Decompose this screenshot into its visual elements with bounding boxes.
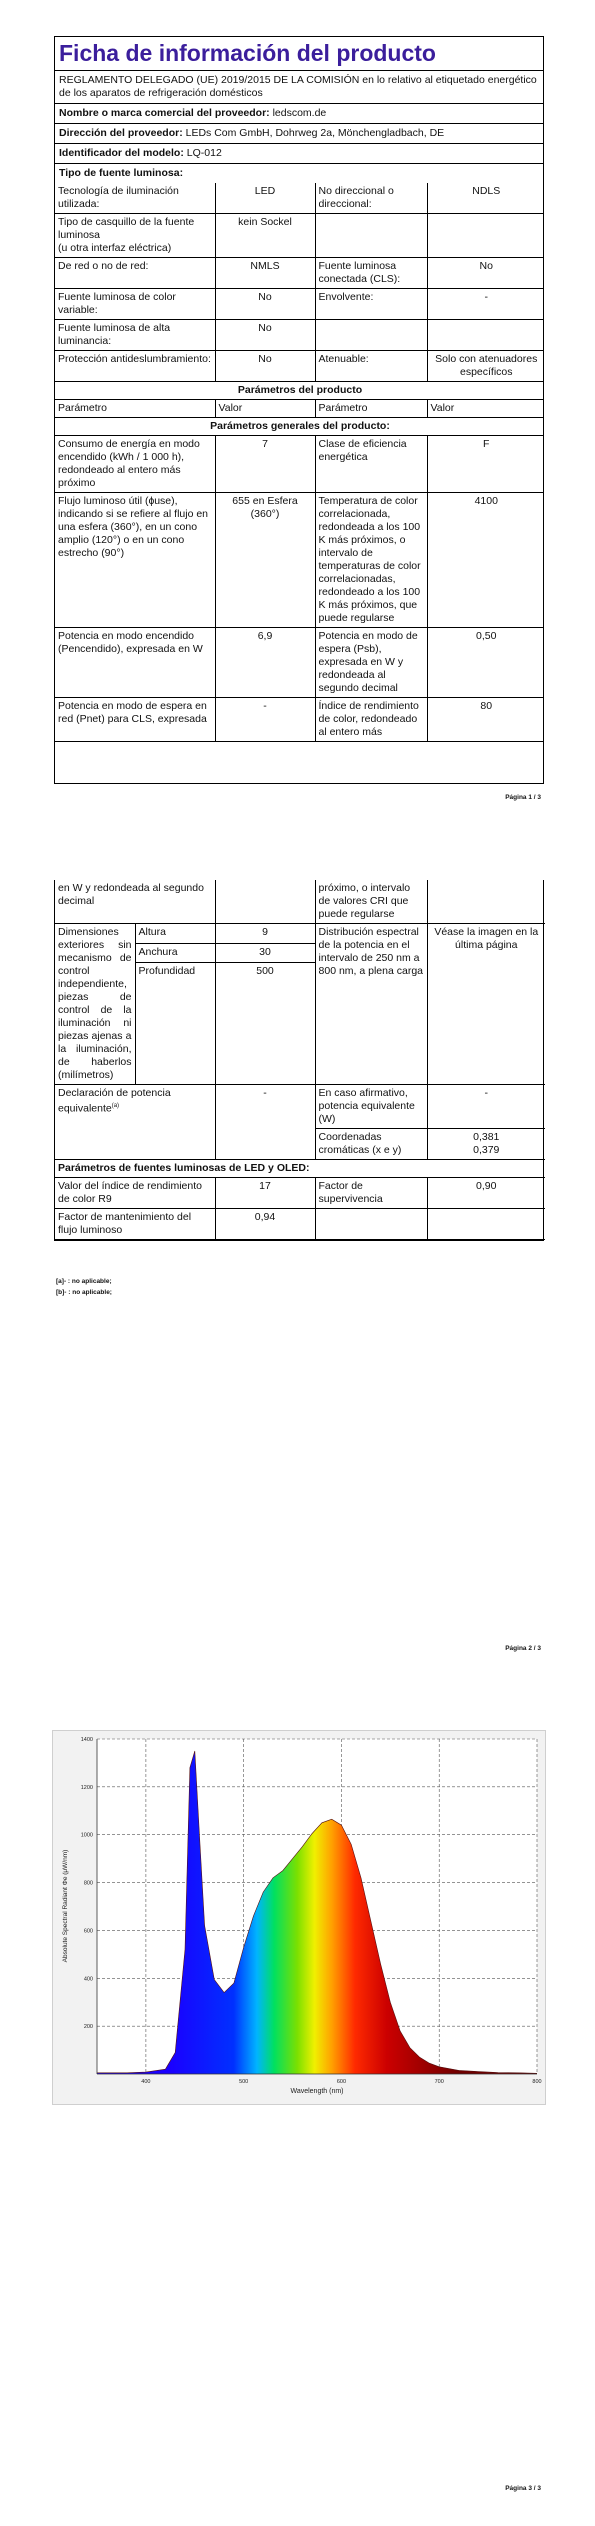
y-tick-label: 800 [83,1880,93,1887]
x-tick-label: 400 [141,2079,151,2085]
cell [427,1209,545,1240]
supplier-address-label: Dirección del proveedor: [59,127,183,139]
cell: 4100 [427,493,544,628]
cell: Consumo de energía en modo encendido (kWh / 1 000 h), redondeado al entero más próximo [55,436,215,493]
supplier-address-value: LEDs Com GmbH, Dohrweg 2a, Mönchengladbach, DE [185,127,445,139]
cell: - [427,289,544,320]
cell: 6,9 [215,628,315,698]
cell: Dimensiones exteriores sin mecanismo de control independiente, piezas de control de la iluminación ni piezas ajenas a la iluminación, de haberlos (milímetros) [55,924,135,1085]
cell: Índice de rendimiento de color, redondeado al entero más [315,698,427,742]
table-row [55,493,544,628]
footnote: [a]- : no aplicable; [56,1278,112,1285]
product-info-sheet-continued [54,880,544,1241]
spectrum-chart-svg [53,1731,545,2104]
table-row [55,351,544,382]
cell: - [215,698,315,742]
y-tick-label: 1400 [80,1737,93,1743]
cell: Solo con atenuadores específicos [427,351,544,382]
cell: Temperatura de color correlacionada, redondeada a los 100 K más próximos, o intervalo de temperaturas de color correlacionadas, redondeado a los 100 K más próximos, que puede regularse [315,493,427,628]
cell: Tecnología de iluminación utilizada: [55,183,215,214]
cell [315,1209,427,1240]
cell: 0,50 [427,628,544,698]
cell: en W y redondeada al segundo decimal [55,880,215,924]
sheet-title: Ficha de información del producto [55,37,543,71]
col-header: Valor [427,400,544,418]
cell: Envolvente: [315,289,427,320]
table-row [55,289,544,320]
table-row [55,628,544,698]
y-tick-label: 1000 [80,1832,93,1839]
cell: próximo, o intervalo de valores CRI que puede regularse [315,880,427,924]
cell: No direccional o direccional: [315,183,427,214]
table-row [55,400,544,418]
cell: No [215,289,315,320]
model-label: Identificador del modelo: [59,147,184,159]
cell: F [427,436,544,493]
x-tick-label: 700 [434,2079,444,2085]
page-2 [0,880,595,1710]
cell [427,880,545,924]
footnotes [56,1276,112,1298]
cell: Potencia en modo de espera (Psb), expresada en W y redondeada al segundo decimal [315,628,427,698]
table-row [55,1160,545,1178]
cell: 7 [215,436,315,493]
cell: Tipo de casquillo de la fuente luminosa (u otra interfaz eléctrica) [55,214,215,258]
source-type-label: Tipo de fuente luminosa: [59,167,184,179]
model-row [55,144,543,164]
cell [427,320,544,351]
x-tick-label: 800 [532,2079,542,2085]
cell: De red o no de red: [55,258,215,289]
cell: Altura [135,924,215,944]
page-1 [0,0,595,880]
product-params-table [55,880,545,1240]
x-axis-label: Wavelength (nm) [290,2088,344,2095]
cell: Potencia en modo encendido (Pencendido), expresada en W [55,628,215,698]
table-row [55,880,545,924]
cell: 0,381 0,379 [427,1129,545,1160]
regulation-text: REGLAMENTO DELEGADO (UE) 2019/2015 DE LA COMISIÓN en lo relativo al etiquetado energético de los aparatos de refrigeración domésticos [55,71,543,104]
cell: Flujo luminoso útil (ɸuse), indicando si se refiere al flujo en una esfera (360°), en un cono amplio (120°) o en un cono estrecho (90°) [55,493,215,628]
supplier-address-row [55,124,543,144]
supplier-name-label: Nombre o marca comercial del proveedor: [59,107,270,119]
table-row [55,1085,545,1129]
cell: Fuente luminosa de color variable: [55,289,215,320]
cell: 9 [215,924,315,944]
cell: Factor de supervivencia [315,1178,427,1209]
cell [315,214,427,258]
table-row [55,382,544,400]
cell: Véase la imagen en la última página [427,924,545,1085]
cell: No [215,351,315,382]
y-tick-label: 200 [83,2024,93,2031]
table-row [55,320,544,351]
cell: NMLS [215,258,315,289]
col-header: Valor [215,400,315,418]
source-type-table [55,183,544,742]
table-row [55,1209,545,1240]
cell: 0,94 [215,1209,315,1240]
equiv-label: Declaración de potencia equivalente [58,1087,171,1115]
table-row [55,924,545,944]
page-number: Página 2 / 3 [505,1645,541,1652]
cell: Fuente luminosa de alta luminancia: [55,320,215,351]
cell: kein Sockel [215,214,315,258]
col-header: Parámetro [55,400,215,418]
supplier-name-value: ledscom.de [272,107,327,119]
cell: Anchura [135,943,215,963]
table-row [55,214,544,258]
section-header: Parámetros generales del producto: [55,418,544,436]
y-axis-label: Absolute Spectral Radiant Φe (μW/nm) [62,1849,69,1963]
x-tick-label: 600 [336,2079,347,2085]
cell: No [427,258,544,289]
footnote: [b]- : no aplicable; [56,1289,112,1296]
cell: En caso afirmativo, potencia equivalente (W) [315,1085,427,1129]
cell: NDLS [427,183,544,214]
cell: LED [215,183,315,214]
cell: Factor de mantenimiento del flujo luminoso [55,1209,215,1240]
cell: Atenuable: [315,351,427,382]
footnote-ref: (a) [111,1103,120,1109]
section-header: Parámetros de fuentes luminosas de LED y OLED: [55,1160,545,1178]
cell: Clase de eficiencia energética [315,436,427,493]
table-row [55,258,544,289]
cell: No [215,320,315,351]
table-row [55,698,544,742]
col-header: Parámetro [315,400,427,418]
cell: - [427,1085,545,1129]
section-header: Parámetros del producto [55,382,544,400]
cell: 0,90 [427,1178,545,1209]
product-info-sheet [54,36,544,784]
page-number: Página 1 / 3 [505,794,541,801]
y-tick-label: 600 [83,1928,93,1935]
cell: Protección antideslumbramiento: [55,351,215,382]
cell: Distribución espectral de la potencia en el intervalo de 250 nm a 800 nm, a plena carga [315,924,427,1085]
cell [55,1085,215,1160]
cell: 17 [215,1178,315,1209]
cell [215,982,315,1085]
page-3 [0,1710,595,2526]
cell: Profundidad [135,963,215,982]
cell [215,880,315,924]
cell [135,982,215,1085]
table-row [55,1178,545,1209]
cell: 80 [427,698,544,742]
cell: 500 [215,963,315,982]
spectrum-chart [52,1730,546,2105]
cell: Potencia en modo de espera en red (Pnet) para CLS, expresada [55,698,215,742]
cell: Valor del índice de rendimiento de color R9 [55,1178,215,1209]
page-number: Página 3 / 3 [505,2485,541,2492]
cell [315,320,427,351]
source-type-heading [55,164,543,183]
cell: - [215,1085,315,1160]
x-tick-label: 500 [239,2079,249,2085]
table-row [55,436,544,493]
supplier-name-row [55,104,543,124]
cell: 30 [215,943,315,963]
y-tick-label: 400 [83,1976,93,1983]
y-tick-label: 1200 [80,1784,93,1791]
cell: 655 en Esfera (360°) [215,493,315,628]
model-value: LQ-012 [186,147,222,159]
cell [427,214,544,258]
cell: Coordenadas cromáticas (x e y) [315,1129,427,1160]
table-row [55,418,544,436]
table-row [55,183,544,214]
cell: Fuente luminosa conectada (CLS): [315,258,427,289]
